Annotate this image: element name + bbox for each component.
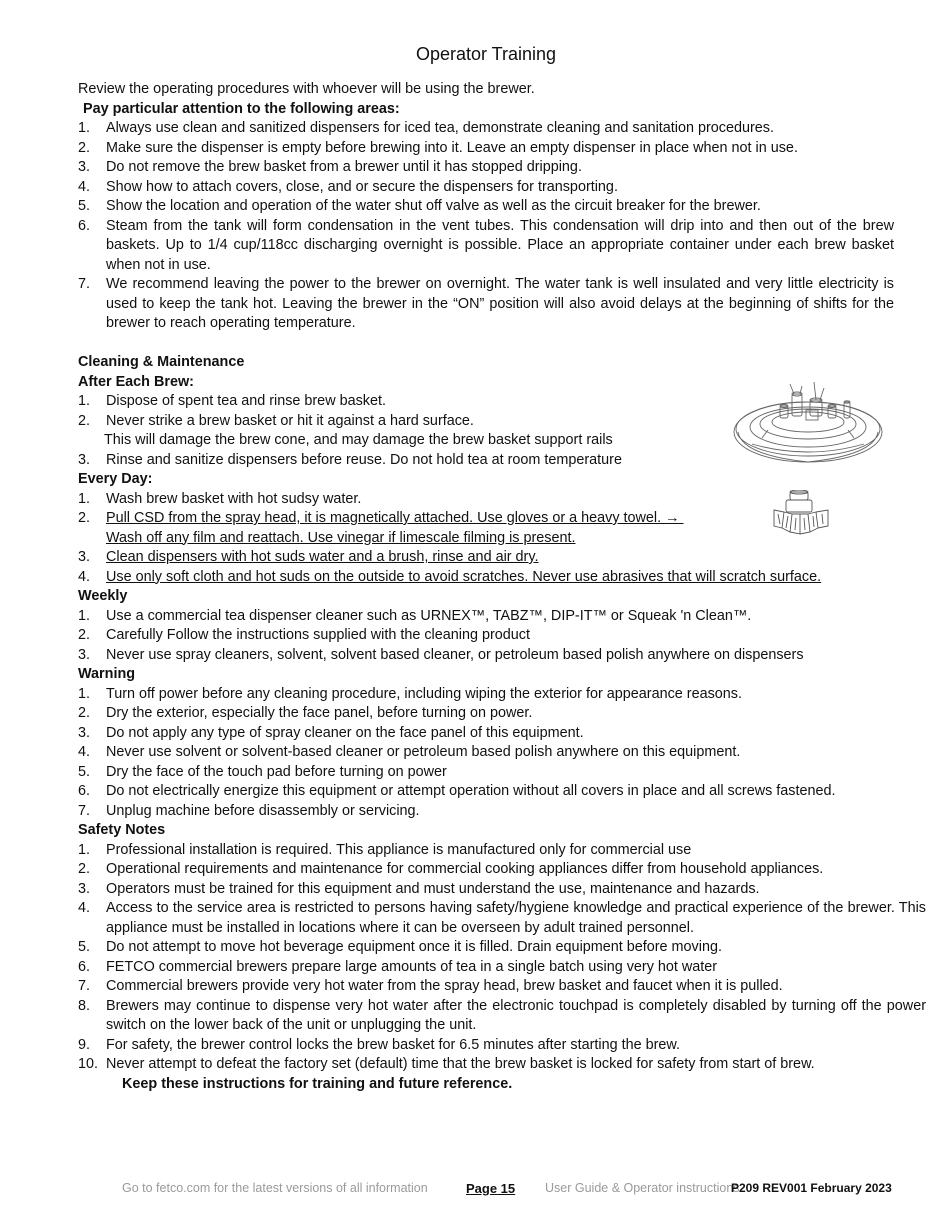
brew-basket-illustration — [732, 380, 884, 468]
closing-note: Keep these instructions for training and future reference. — [122, 1075, 513, 1092]
weekly-heading: Weekly — [78, 588, 128, 604]
list-item: 2. Operational requirements and maintenance for commercial cooking appliances differ from household appliances. — [78, 861, 824, 877]
list-item: 3. Do not apply any type of spray cleaner on the face panel of this equipment. — [78, 724, 584, 741]
page-title: Operator Training — [415, 44, 557, 64]
list-item: 6. FETCO commercial brewers prepare large amounts of tea in a single batch using very hot water — [78, 958, 718, 975]
weekly-list — [78, 607, 926, 666]
list-item: 8. Brewers may continue to dispense very hot water after the electronic touchpad is completely disabled by turning off the power switch on the lower back of the unit or unplugging the unit. — [78, 997, 926, 1033]
attention-list — [78, 119, 926, 334]
footer-guide-title: User Guide & Operator instructions — [545, 1181, 740, 1195]
list-item: 7. We recommend leaving the power to the brewer on overnight. The water tank is well insulated and very little electricity is used to keep the tank hot. Leaving the brewer in the “ON” position will also avoid delays at the beginning of shifts for the brewer to reach operating temperature. — [78, 276, 894, 331]
list-item: 2. Pull CSD from the spray head, it is magnetically attached. Use gloves or a heavy towel. → Wash off any film and reattach. Use vinegar if limescale filming is present. — [78, 510, 684, 546]
list-item: 2. Dry the exterior, especially the face panel, before turning on power. — [78, 705, 533, 721]
list-item: 3. Clean dispensers with hot suds water and a brush, rinse and air dry. — [78, 549, 539, 565]
list-item: 1. Wash brew basket with hot sudsy water. — [78, 490, 362, 507]
list-item: 3. Do not remove the brew basket from a brewer until it has stopped dripping. — [78, 159, 582, 175]
list-item: 1. Dispose of spent tea and rinse brew basket. — [78, 393, 386, 409]
list-item: 9. For safety, the brewer control locks the brew basket for 6.5 minutes after starting the brew. — [78, 1036, 681, 1053]
page-footer — [0, 1181, 950, 1199]
list-item: 3. Operators must be trained for this equipment and must understand the use, maintenance and hazards. — [78, 880, 760, 897]
list-item: 7. Commercial brewers provide very hot water from the spray head, brew basket and faucet when it is pulled. — [78, 978, 783, 994]
list-item: 3. Rinse and sanitize dispensers before reuse. Do not hold tea at room temperature — [78, 451, 622, 468]
list-item: 5. Show the location and operation of the water shut off valve as well as the circuit breaker for the brewer. — [78, 198, 761, 214]
list-item: 1. Professional installation is required. This appliance is manufactured only for commercial use — [78, 841, 692, 858]
list-item: 1. Always use clean and sanitized dispensers for iced tea, demonstrate cleaning and sanitation procedures. — [78, 120, 774, 136]
list-item: 4. Use only soft cloth and hot suds on the outside to avoid scratches. Never use abrasives that will scratch surface. — [78, 568, 822, 585]
safety-list — [78, 841, 926, 1075]
footer-doc-revision: P209 REV001 February 2023 — [731, 1181, 892, 1195]
list-item: 3. Never use spray cleaners, solvent, solvent based cleaner, or petroleum based polish anywhere on dispensers — [78, 646, 804, 663]
document-body — [78, 80, 926, 1094]
list-item: 2. Carefully Follow the instructions supplied with the cleaning product — [78, 627, 530, 643]
list-item: 5. Do not attempt to move hot beverage equipment once it is filled. Drain equipment before moving. — [78, 939, 722, 955]
list-item: 6. Steam from the tank will form condensation in the vent tubes. This condensation will drip into and then out of the brew baskets. Up to 1/4 cup/118cc discharging overnight is possible. Place an appropriate container under each brew basket when not in use. — [78, 217, 894, 273]
intro-bold: Pay particular attention to the following areas: — [83, 100, 400, 117]
list-item: 4. Access to the service area is restricted to persons having safety/hygiene knowledge and practical experience of the brewer. This appliance must be installed in locations where it can be overseen by adult trained personnel. — [78, 900, 926, 936]
list-item: 1. Use a commercial tea dispenser cleaner such as URNEX™, TABZ™, DIP-IT™ or Squeak 'n Clean™. — [78, 607, 752, 624]
safety-heading: Safety Notes — [78, 822, 166, 838]
intro-text: Review the operating procedures with whoever will be using the brewer. — [78, 81, 535, 97]
spray-head-illustration — [770, 490, 832, 536]
list-item: 7. Unplug machine before disassembly or servicing. — [78, 802, 420, 819]
list-item: 4. Show how to attach covers, close, and or secure the dispensers for transporting. — [78, 178, 618, 195]
after-brew-note: This will damage the brew cone, and may damage the brew basket support rails — [104, 432, 613, 448]
list-item: 6. Do not electrically energize this equipment or attempt operation without all covers in place and all screws fastened. — [78, 783, 836, 799]
list-item: 10. Never attempt to defeat the factory set (default) time that the brew basket is locked for safety from start of brew. — [78, 1056, 815, 1072]
every-day-heading: Every Day: — [78, 471, 153, 487]
warning-list — [78, 685, 926, 822]
after-brew-heading: After Each Brew: — [78, 373, 194, 390]
list-item: 2. Never strike a brew basket or hit it against a hard surface. — [78, 412, 474, 429]
list-item: 2. Make sure the dispenser is empty before brewing into it. Leave an empty dispenser in place when not in use. — [78, 139, 798, 156]
list-item: 5. Dry the face of the touch pad before turning on power — [78, 763, 447, 780]
footer-page-number: Page 15 — [466, 1181, 516, 1196]
footer-website-note: Go to fetco.com for the latest versions of all information — [122, 1181, 428, 1195]
list-item: 1. Turn off power before any cleaning procedure, including wiping the exterior for appearance reasons. — [78, 685, 742, 702]
list-item: 4. Never use solvent or solvent-based cleaner or petroleum based polish anywhere on this equipment. — [78, 744, 741, 760]
warning-heading: Warning — [78, 666, 136, 682]
cleaning-heading: Cleaning & Maintenance — [78, 354, 245, 370]
